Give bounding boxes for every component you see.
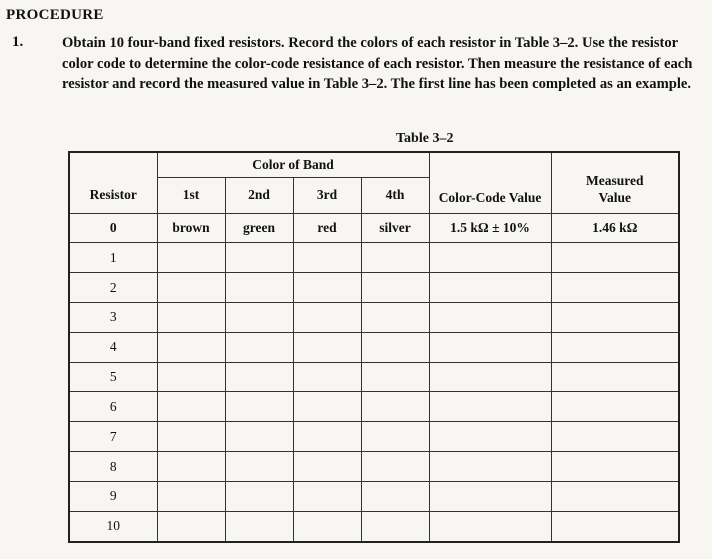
header-band-1st: 1st [157,177,225,213]
blank-cell[interactable] [157,392,225,422]
header-color-code-value: Color-Code Value [429,152,551,213]
blank-cell[interactable] [157,332,225,362]
resistor-number: 10 [69,511,157,542]
blank-cell[interactable] [225,511,293,542]
header-measured-value: Measured Value [551,152,679,213]
resistor-number: 7 [69,422,157,452]
resistor-number: 0 [69,213,157,243]
blank-cell[interactable] [361,302,429,332]
table-row [69,332,679,362]
band-color: green [225,213,293,243]
blank-cell[interactable] [293,511,361,542]
blank-cell[interactable] [429,243,551,273]
blank-cell[interactable] [551,422,679,452]
resistor-table [68,151,680,543]
blank-cell[interactable] [429,273,551,303]
blank-cell[interactable] [429,422,551,452]
blank-cell[interactable] [551,511,679,542]
table-row [69,273,679,303]
table-row [69,511,679,542]
blank-cell[interactable] [429,452,551,482]
blank-cell[interactable] [225,392,293,422]
band-color: brown [157,213,225,243]
blank-cell[interactable] [361,332,429,362]
blank-cell[interactable] [429,481,551,511]
resistor-number: 3 [69,302,157,332]
step-instructions: Obtain 10 four-band fixed resistors. Record the colors of each resistor in Table 3–2. Use the resistor color code to determine the color-code resistance of each resistor. Then measure the resistance of each resistor and record the measured value in Table 3–2. The first line has been completed as an example. [62,35,693,92]
blank-cell[interactable] [157,302,225,332]
resistor-number: 9 [69,481,157,511]
blank-cell[interactable] [361,243,429,273]
blank-cell[interactable] [293,302,361,332]
header-color-of-band: Color of Band [157,152,429,177]
band-color: red [293,213,361,243]
blank-cell[interactable] [157,362,225,392]
header-resistor: Resistor [69,152,157,213]
blank-cell[interactable] [157,422,225,452]
color-code-value: 1.5 kΩ ± 10% [429,213,551,243]
measured-value: 1.46 kΩ [551,213,679,243]
header-band-3rd: 3rd [293,177,361,213]
blank-cell[interactable] [551,362,679,392]
header-band-2nd: 2nd [225,177,293,213]
table-row [69,243,679,273]
table-row [69,481,679,511]
resistor-number: 8 [69,452,157,482]
blank-cell[interactable] [225,362,293,392]
blank-cell[interactable] [551,302,679,332]
table-title: Table 3–2 [396,131,454,146]
blank-cell[interactable] [225,243,293,273]
step-number: 1. [12,34,24,50]
blank-cell[interactable] [361,392,429,422]
blank-cell[interactable] [293,332,361,362]
blank-cell[interactable] [361,422,429,452]
blank-cell[interactable] [551,273,679,303]
blank-cell[interactable] [361,273,429,303]
resistor-number: 2 [69,273,157,303]
table-row [69,392,679,422]
blank-cell[interactable] [225,273,293,303]
resistor-number: 4 [69,332,157,362]
blank-cell[interactable] [293,362,361,392]
blank-cell[interactable] [157,511,225,542]
procedure-heading: PROCEDURE [6,7,104,23]
table-row [69,302,679,332]
blank-cell[interactable] [225,332,293,362]
blank-cell[interactable] [293,422,361,452]
blank-cell[interactable] [225,452,293,482]
band-color: silver [361,213,429,243]
table-row [69,452,679,482]
blank-cell[interactable] [429,392,551,422]
header-band-4th: 4th [361,177,429,213]
resistor-number: 1 [69,243,157,273]
table-row [69,422,679,452]
table-row-example [69,213,679,243]
blank-cell[interactable] [551,392,679,422]
table-row [69,362,679,392]
blank-cell[interactable] [157,243,225,273]
blank-cell[interactable] [361,362,429,392]
blank-cell[interactable] [551,332,679,362]
blank-cell[interactable] [551,243,679,273]
blank-cell[interactable] [293,452,361,482]
blank-cell[interactable] [429,362,551,392]
blank-cell[interactable] [361,452,429,482]
blank-cell[interactable] [551,481,679,511]
blank-cell[interactable] [551,452,679,482]
blank-cell[interactable] [225,302,293,332]
blank-cell[interactable] [157,452,225,482]
blank-cell[interactable] [157,481,225,511]
blank-cell[interactable] [293,392,361,422]
resistor-number: 6 [69,392,157,422]
blank-cell[interactable] [429,302,551,332]
blank-cell[interactable] [361,481,429,511]
blank-cell[interactable] [293,273,361,303]
blank-cell[interactable] [429,332,551,362]
blank-cell[interactable] [157,273,225,303]
blank-cell[interactable] [293,243,361,273]
blank-cell[interactable] [225,481,293,511]
resistor-number: 5 [69,362,157,392]
blank-cell[interactable] [225,422,293,452]
blank-cell[interactable] [293,481,361,511]
blank-cell[interactable] [429,511,551,542]
blank-cell[interactable] [361,511,429,542]
